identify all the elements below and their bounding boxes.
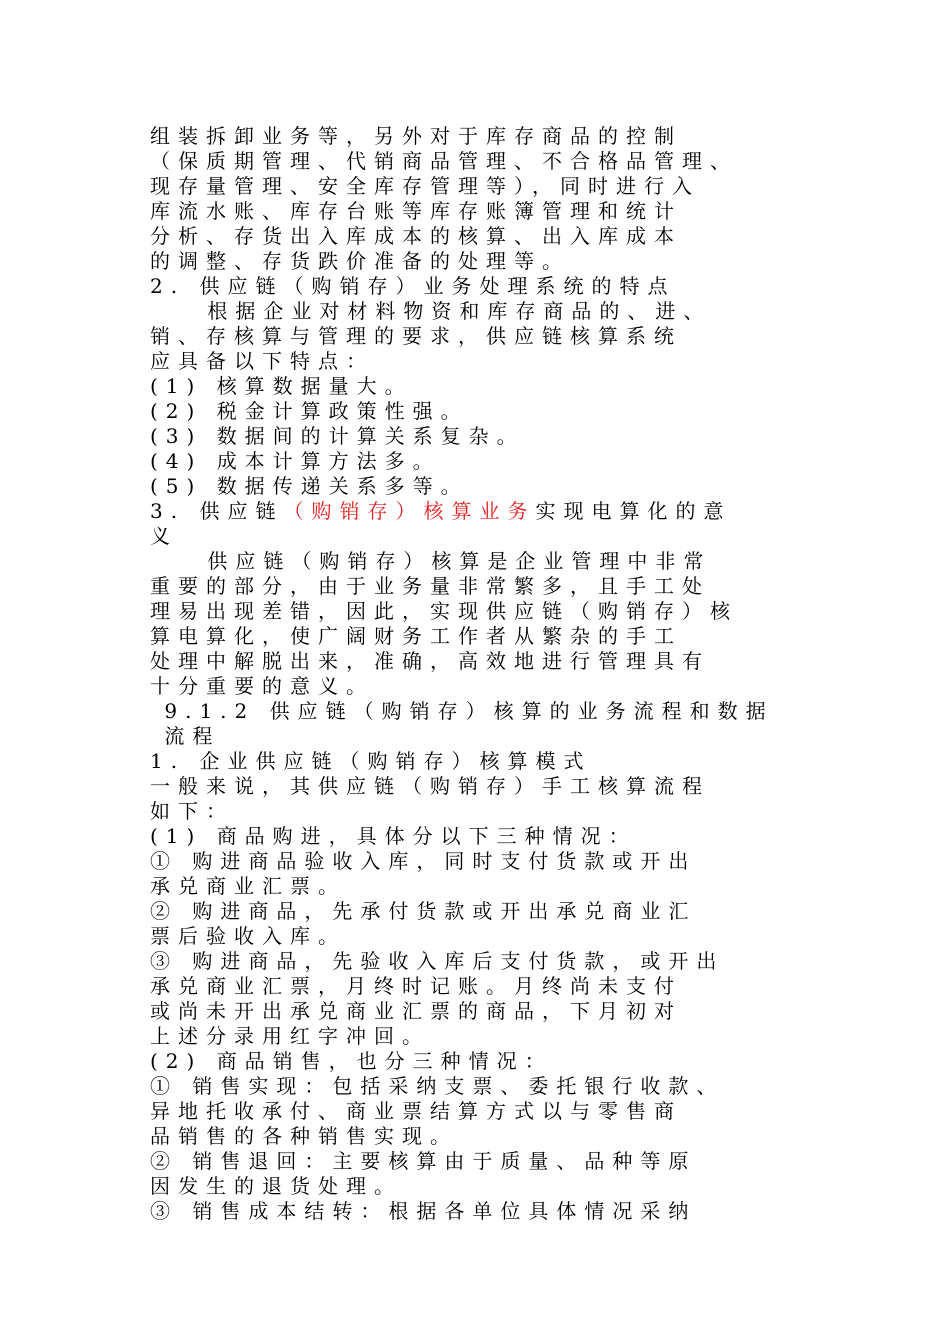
- section-heading: [150, 499, 731, 524]
- text-line: 应具备以下特点：: [150, 349, 374, 373]
- list-item: (1) 核算数据量大。: [150, 374, 413, 398]
- section-heading: 1. 企业供应链（购销存）核算模式: [150, 749, 592, 773]
- text-line: 根据企业对材料物资和库存商品的、进、: [150, 299, 712, 323]
- text-line: 处理中解脱出来，准确，高效地进行管理具有: [150, 649, 710, 673]
- heading-text: 3. 供应链: [150, 499, 284, 523]
- list-item: (2) 税金计算政策性强。: [150, 399, 469, 423]
- text-line: 上述分录用红字冲回。: [150, 1024, 430, 1048]
- text-line: 现存量管理、安全库存管理等），同时进行入: [150, 174, 700, 198]
- section-heading: 流程: [150, 724, 221, 748]
- list-item: (3) 数据间的计算关系复杂。: [150, 424, 525, 448]
- text-line: 库流水账、库存台账等库存账簿管理和统计: [150, 199, 682, 223]
- text-line: 承兑商业汇票。: [150, 874, 346, 898]
- list-item: ③ 销售成本结转：根据各单位具体情况采纳: [150, 1199, 697, 1223]
- list-item: ② 销售退回：主要核算由于质量、品种等原: [150, 1149, 697, 1173]
- list-item: (2) 商品销售，也分三种情况：: [150, 1049, 553, 1073]
- section-heading: 2. 供应链（购销存）业务处理系统的特点: [150, 274, 676, 298]
- text-line: 理易出现差错，因此，实现供应链（购销存）核: [150, 599, 738, 623]
- text-line: 票后验收入库。: [150, 924, 346, 948]
- list-item: ① 销售实现：包括采纳支票、委托银行收款、: [150, 1074, 725, 1098]
- highlighted-text: （购销存）核算业务: [283, 499, 536, 523]
- text-line: 重要的部分，由于业务量非常繁多，且手工处: [150, 574, 710, 598]
- section-heading: 9.1.2 供应链（购销存）核算的业务流程和数据: [150, 699, 774, 723]
- list-item: (1) 商品购进，具体分以下三种情况：: [150, 824, 637, 848]
- text-line: 销、存核算与管理的要求，供应链核算系统: [150, 324, 682, 348]
- text-line: 如下：: [150, 799, 234, 823]
- text-line: 的调整、存货跌价准备的处理等。: [150, 249, 570, 273]
- text-line: 十分重要的意义。: [150, 674, 374, 698]
- text-line: 供应链（购销存）核算是企业管理中非常: [150, 549, 712, 573]
- text-line: 算电算化，使广阔财务工作者从繁杂的手工: [150, 624, 682, 648]
- text-line: 分析、存货出入库成本的核算、出入库成本: [150, 224, 682, 248]
- heading-text: 实现电算化的意: [535, 499, 732, 523]
- text-line: 或尚未开出承兑商业汇票的商品，下月初对: [150, 999, 682, 1023]
- list-item: (4) 成本计算方法多。: [150, 449, 441, 473]
- text-line: （保质期管理、代销商品管理、不合格品管理、: [150, 149, 738, 173]
- list-item: (5) 数据传递关系多等。: [150, 474, 469, 498]
- text-line: 一般来说，其供应链（购销存）手工核算流程: [150, 774, 710, 798]
- text-line: 义: [150, 524, 178, 548]
- list-item: ③ 购进商品，先验收入库后支付货款，或开出: [150, 949, 725, 973]
- text-line: 异地托收承付、商业票结算方式以与零售商: [150, 1099, 682, 1123]
- text-line: 承兑商业汇票，月终时记账。月终尚未支付: [150, 974, 682, 998]
- text-line: 品销售的各种销售实现。: [150, 1124, 458, 1148]
- text-line: 组装拆卸业务等，另外对于库存商品的控制: [150, 124, 682, 148]
- list-item: ① 购进商品验收入库，同时支付货款或开出: [150, 849, 697, 873]
- list-item: ② 购进商品，先承付货款或开出承兑商业汇: [150, 899, 697, 923]
- text-line: 因发生的退货处理。: [150, 1174, 402, 1198]
